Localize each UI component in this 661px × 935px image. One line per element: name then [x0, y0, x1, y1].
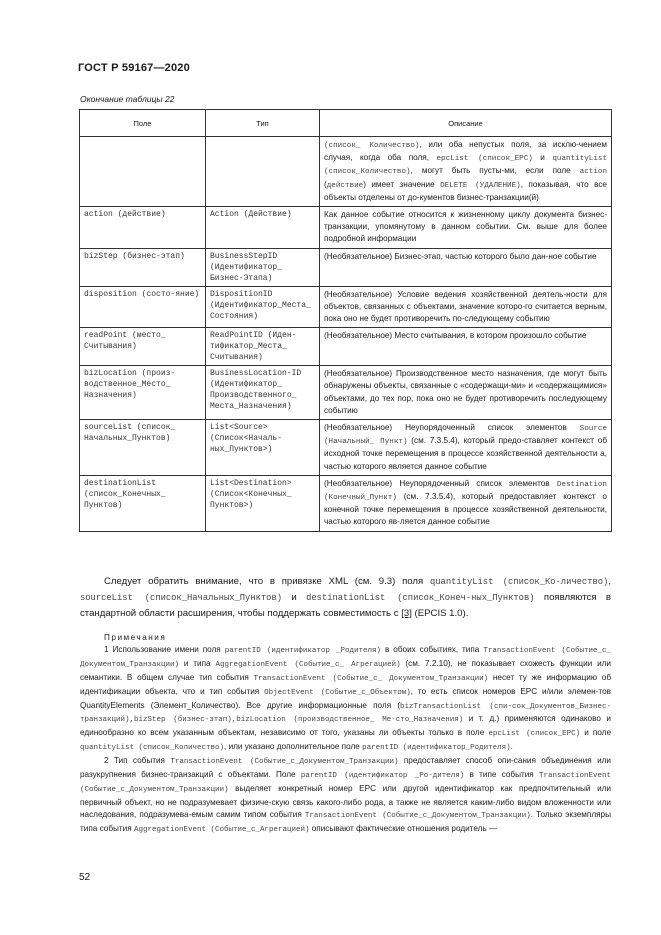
table-row — [80, 420, 612, 476]
field-cell: action (действие) — [80, 207, 206, 249]
description-cell — [320, 286, 612, 328]
table-body — [80, 137, 612, 532]
text-run: 2 Тип события — [104, 756, 171, 766]
page-number: 52 — [79, 872, 91, 883]
code-term: sourceList (список_Начальных_Пунктов) — [80, 593, 283, 603]
text-run: (Необязательное) Место считывания, в котором произошло событие — [324, 331, 587, 341]
text-run: , могут быть пусты-ми, если поле — [410, 166, 580, 176]
text-run: . — [510, 742, 513, 752]
text-run: и — [282, 592, 307, 603]
table-row — [80, 286, 612, 328]
reference-link[interactable]: [3] — [401, 608, 412, 619]
table-row — [80, 366, 612, 420]
field-cell: bizStep (бизнес-этап) — [80, 248, 206, 286]
text-run: ) имеет значение — [363, 179, 441, 189]
code-term: TransactionEvent (Событие_с_Документом_Транзакции) — [304, 811, 531, 820]
text-run: и т. д.) применяются одинаково и единообразно ко всем указанным объектам, независимо от того, указаны ли объекты только в поле — [80, 714, 611, 738]
code-term: ObjectEvent (Событие_с_Объектом) — [264, 688, 411, 697]
body-paragraph — [80, 574, 611, 621]
document-header: ГОСТ Р 59167—2020 — [78, 62, 190, 74]
text-run: и типа — [179, 658, 216, 668]
code-term: DELETE (УДАЛЕНИЕ) — [440, 181, 521, 190]
code-term: TransactionEvent (Событие_с_ Документом_Транзакции) — [253, 674, 489, 683]
code-term: TransactionEvent (Событие_с_Документом_Транзакции) — [80, 772, 611, 794]
note-1 — [80, 644, 611, 755]
code-term: Source (Начальный_ Пункт) — [324, 425, 607, 447]
description-cell — [320, 207, 612, 249]
table-row — [80, 248, 612, 286]
text-run: 1 Использование имени поля — [104, 644, 225, 654]
code-term: Destination (Конечный_Пункт) — [324, 480, 607, 503]
code-term: TransactionEvent (Событие_с_Документом_Транзакции) — [170, 758, 399, 767]
code-term: parentID (идентификатор _Родителя) — [224, 646, 382, 655]
table-row — [80, 207, 612, 249]
description-cell — [320, 420, 612, 476]
text-run: (см. 7.3.5.4), который предоставляет контекст о конечной точке перемещения в процессе хозяйственной деятельности, частью которого яв-ляется данное событие — [324, 492, 607, 527]
description-cell — [320, 366, 612, 420]
column-header-description: Описание — [320, 110, 612, 137]
code-term: parentID (идентификатор_Родителя) — [362, 744, 511, 753]
type-cell: BusinessLocation-ID (Идентификатор_ Производственного_ Места_Назначения) — [206, 366, 320, 420]
body-paragraph-text — [80, 576, 611, 619]
table-row — [80, 137, 612, 207]
table-header-row — [80, 110, 612, 137]
note-2 — [80, 755, 611, 836]
text-run: , или оба непустых поля, за исклю-чением случая, когда оба поля, — [324, 140, 607, 163]
code-term: (список_ Количество) — [324, 142, 420, 150]
text-run: описывают фактические отношения родитель — — [309, 823, 498, 833]
code-term: quantityList (список_Количество) — [80, 744, 225, 753]
type-cell: Action (Действие) — [206, 207, 320, 249]
text-run: и поле — [580, 728, 611, 738]
description-cell — [320, 328, 612, 366]
field-cell: readPoint (место_ Считывания) — [80, 328, 206, 366]
text-run: (EPCIS 1.0). — [411, 608, 469, 619]
text-run: несет ту же информацию об идентификации объекта, что и тип события — [80, 672, 612, 696]
table-row — [80, 328, 612, 366]
text-run: (Необязательное) Производственное место назначения, где могут быть обнаружены объекты, связанные с «содержащи-ми» и «содержащимися» объектами, до тех пор, пока оно не будет противоречить последующему событию — [324, 369, 607, 415]
type-cell: DispositionID (Идентификатор_Места_ Состояния) — [206, 286, 320, 328]
field-cell: disposition (состо-яние) — [80, 286, 206, 328]
text-run: Следует обратить внимание, что в привязке XML (см. 9.3) поля — [104, 576, 430, 587]
code-term: TransactionEvent (Событие_с_ Документом_Транзакции) — [80, 646, 611, 669]
type-cell — [206, 137, 320, 207]
text-run: . Только экземпляры типа события — [80, 809, 611, 833]
text-run: и — [532, 153, 553, 163]
code-term: parentID (идентификатор _Ро-дителя) — [300, 772, 465, 781]
text-run: выделяет конкретный номер EPC или другой идентификатор как предпочтительный или первичный объект, но не подразумевает физиче-скую связь какого-либо рода, а также не является каким-либо видом вложенности или наследования, подразумева-емым самим типом события — [80, 783, 611, 819]
code-term: epcList (список_EPC) — [436, 155, 533, 164]
code-term: action — [579, 168, 607, 177]
fields-table — [79, 109, 612, 532]
field-cell: sourceList (список_ Начальных_Пунктов) — [80, 420, 206, 476]
text-run: , то есть список номеров EPC и/или элемен-тов QuantityElements (Элемент_Количество). Все другие информационные поля ( — [80, 686, 611, 710]
table-caption: Окончание таблицы 22 — [80, 94, 175, 104]
code-term: AggregationEvent (Событие_с_ Агрегацией) — [215, 660, 401, 669]
text-run: (Необязательное) Неупорядоченный список элементов — [324, 478, 557, 488]
description-cell — [320, 137, 612, 207]
text-run: , показывая, что все объекты отделены от до-кументов бизнес-транзакции(й) — [324, 179, 607, 202]
text-run: предоставляет способ опи-сания объединения или разукрупнения бизнес-транзакций с объектами. Поле — [80, 756, 611, 780]
text-run: Как данное событие относится к жизненному циклу документа бизнес-транзакции, упомянутому в данном событии. См. выше для более подробной информации — [324, 210, 607, 244]
type-cell: ReadPointID (Иден-тификатор_Места_ Считывания) — [206, 328, 320, 366]
code-term: quantityList (список_Ко-личество) — [430, 577, 609, 587]
field-cell: bizLocation (произ-водственное_Место_ Назначения) — [80, 366, 206, 420]
text-run: ( — [324, 179, 327, 189]
text-run: (см. 7.2.10), не показывает схожесть функции или семантики. В общем случае тип события — [80, 658, 611, 682]
notes-section — [80, 632, 611, 837]
text-run: в обоих событиях, типа — [381, 644, 484, 654]
code-term: destinationList (список_Конеч-ных_Пунктов) — [306, 593, 535, 603]
code-term: quantityList (список_Количество) — [324, 155, 608, 177]
code-term: epcList (список_EPC) — [488, 730, 581, 739]
text-run: , — [608, 576, 611, 587]
code-term: действие — [326, 181, 364, 190]
code-term: bizTransactionList (спи-сок_Документов_Бизнес-транзакций),bizStep (бизнес-этап),bizLocation (производственное_ Ме-сто_Назначения) — [80, 702, 611, 725]
text-run: (Необязательное) Неупорядоченный список элементов — [324, 423, 580, 433]
type-cell: BusinessStepID (Идентификатор_ Бизнес-Этапа) — [206, 248, 320, 286]
notes-title: Примечания — [104, 633, 167, 642]
table-row — [80, 475, 612, 531]
type-cell: List<Destination> (Список<Конечных_ Пунктов>) — [206, 475, 320, 531]
description-cell — [320, 248, 612, 286]
description-cell — [320, 475, 612, 531]
column-header-type: Тип — [206, 110, 320, 137]
type-cell: List<Source> (Список<Началь-ных_Пунктов>) — [206, 420, 320, 476]
text-run: (Необязательное) Бизнес-этап, частью которого было дан-ное событие — [324, 251, 597, 261]
text-run: в типе события — [464, 770, 539, 780]
text-run: , или указано дополнительное поле — [224, 742, 363, 752]
field-cell — [80, 137, 206, 207]
column-header-field: Поле — [80, 110, 206, 137]
field-cell: destinationList (список_Конечных_ Пунктов) — [80, 475, 206, 531]
text-run: появляются в стандартной области расширения, чтобы поддержать совместимость с — [80, 592, 611, 619]
text-run: (см. 7.3.5.4), который предо-ставляет контекст об исходной точке перемещения в процессе хозяйственной деятельности а, частью которого является данное событие — [324, 436, 608, 471]
text-run: (Необязательное) Условие ведения хозяйственной деятель-ности для объектов, связанных с объектами, значение которо-го считается верным, пока оно не будет противоречить по-следующему событию — [324, 289, 607, 324]
code-term: AggregationEvent (Событие_с_Агрегацией) — [133, 825, 310, 834]
